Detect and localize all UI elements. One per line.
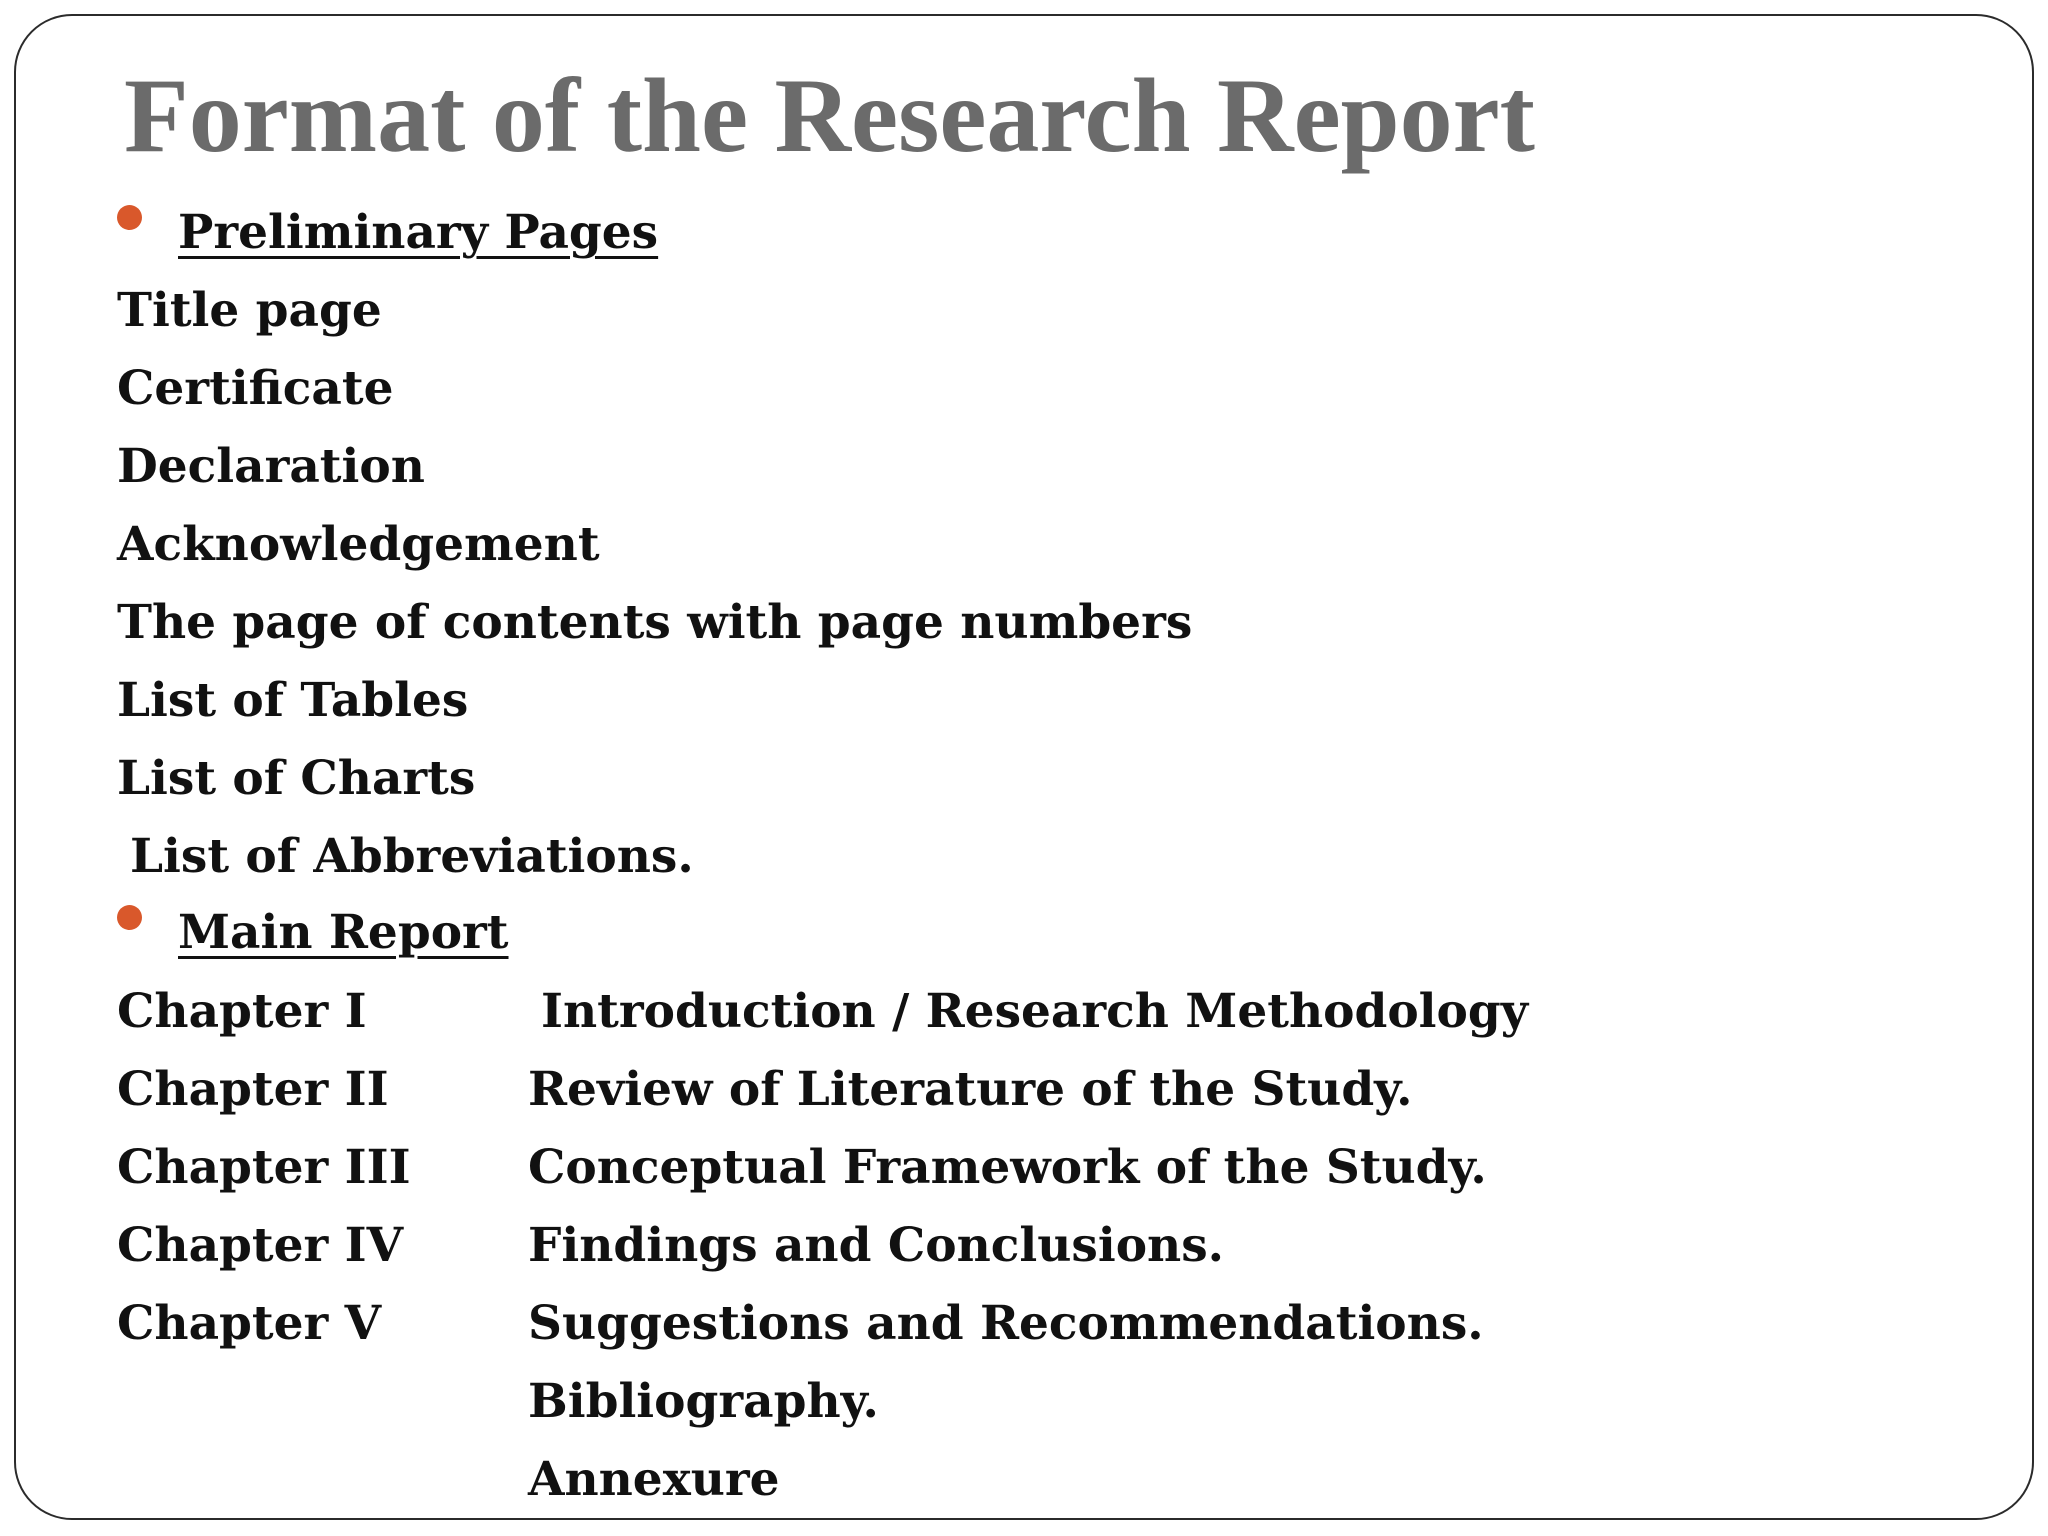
- extra-item-annexure: Annexure: [528, 1452, 780, 1507]
- preliminary-item-title-page: Title page: [117, 283, 382, 338]
- section-heading-preliminary: Preliminary Pages: [178, 205, 659, 260]
- slide-title: Format of the Research Report: [124, 57, 1535, 174]
- preliminary-item-contents: The page of contents with page numbers: [117, 595, 1193, 650]
- chapter-title: Findings and Conclusions.: [528, 1218, 1225, 1273]
- preliminary-item-acknowledgement: Acknowledgement: [117, 517, 600, 572]
- preliminary-item-list-of-abbreviations: List of Abbreviations.: [130, 829, 694, 884]
- chapter-label: Chapter III: [117, 1140, 411, 1195]
- preliminary-item-list-of-tables: List of Tables: [117, 673, 469, 728]
- section-heading-main-report: Main Report: [178, 905, 509, 960]
- chapter-title: Suggestions and Recommendations.: [528, 1296, 1484, 1351]
- chapter-title: Review of Literature of the Study.: [528, 1062, 1413, 1117]
- bullet-dot-icon: [117, 205, 142, 230]
- chapter-label: Chapter II: [117, 1062, 389, 1117]
- chapter-title: Introduction / Research Methodology: [541, 984, 1529, 1039]
- bullet-preliminary-pages: [117, 206, 658, 260]
- bullet-dot-icon: [117, 905, 142, 930]
- preliminary-item-list-of-charts: List of Charts: [117, 751, 476, 806]
- chapter-title: Conceptual Framework of the Study.: [528, 1140, 1487, 1195]
- chapter-label: Chapter V: [117, 1296, 382, 1351]
- preliminary-item-certificate: Certificate: [117, 361, 394, 416]
- chapter-label: Chapter I: [117, 984, 367, 1039]
- extra-item-bibliography: Bibliography.: [528, 1374, 879, 1429]
- preliminary-item-declaration: Declaration: [117, 439, 425, 494]
- bullet-main-report: [117, 906, 509, 960]
- chapter-label: Chapter IV: [117, 1218, 404, 1273]
